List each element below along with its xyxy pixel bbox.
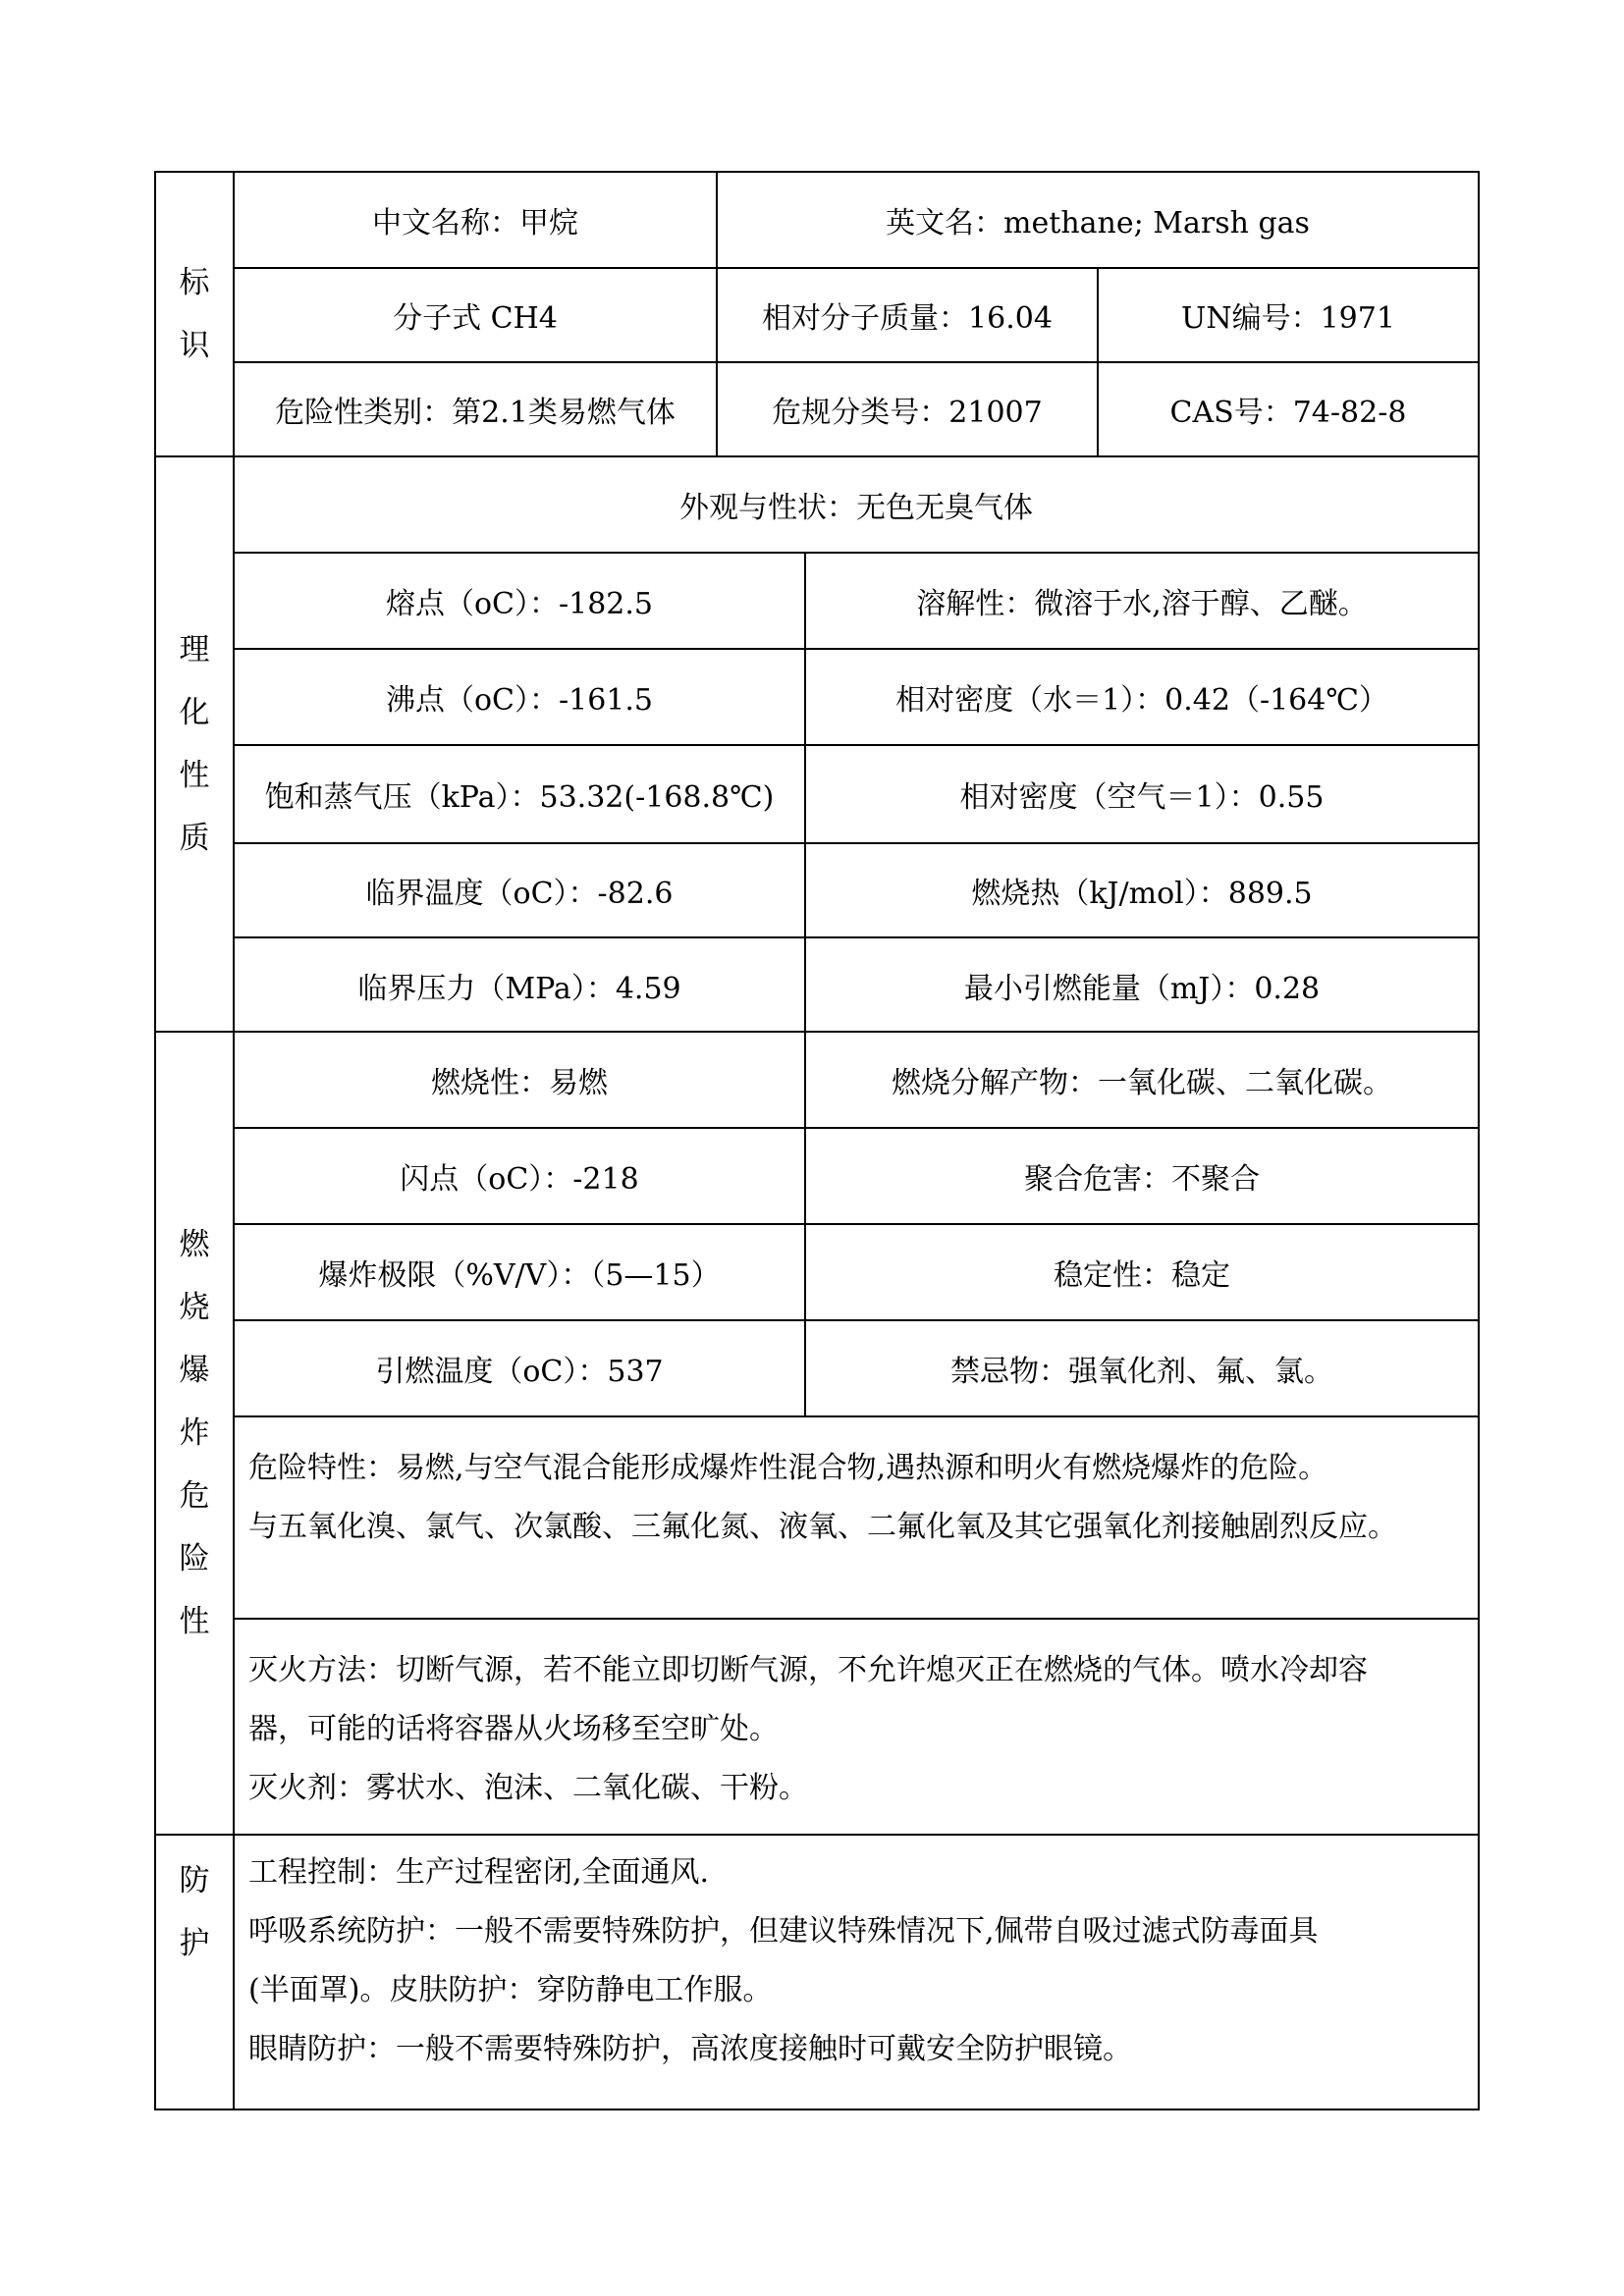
extinguish-line: 器，可能的话将容器从火场移至空旷处。: [248, 1712, 779, 1746]
density-water: 相对密度（水＝1）：0.42（-164℃）: [804, 650, 1478, 744]
protection-line: 工程控制：生产过程密闭,全面通风.: [248, 1855, 710, 1890]
regulation-number: 危规分类号：21007: [716, 363, 1097, 455]
hazard-line: 与五氧化溴、氯气、次氯酸、三氟化氮、液氧、二氟化氧及其它强氧化剂接触剧烈反应。: [248, 1510, 1397, 1544]
chinese-name: 中文名称：甲烷: [372, 206, 578, 240]
fire-row-1: [235, 1033, 1478, 1127]
explosion-limit: 爆炸极限（%V/V）：（5—15）: [318, 1258, 721, 1293]
identification-row-3: [235, 361, 1478, 455]
physical-row-5: [235, 936, 1478, 1033]
boiling-point: 沸点（oC）：-161.5: [385, 683, 654, 718]
identification-row-2: [235, 267, 1478, 361]
polymerization-hazard: 聚合危害：不聚合: [804, 1129, 1478, 1223]
combustion-heat: 燃烧热（kJ/mol）：889.5: [804, 844, 1478, 936]
fire-row-4: [235, 1319, 1478, 1415]
cas-number: CAS号：74-82-8: [1097, 363, 1478, 455]
protection-measures: [235, 1836, 1478, 2112]
protection-line: 眼睛防护：一般不需要特殊防护，高浓度接触时可戴安全防护眼镜。: [248, 2032, 1132, 2066]
min-ignition-energy: 最小引燃能量（mJ）：0.28: [804, 938, 1478, 1033]
fire-section: [156, 1031, 1478, 1834]
critical-temperature: 临界温度（oC）：-82.6: [365, 877, 674, 911]
un-number: UN编号：1971: [1097, 269, 1478, 361]
fire-label-cell: [156, 1033, 235, 1834]
english-name: 英文名：methane; Marsh gas: [716, 173, 1478, 267]
hazard-line: 危险特性：易燃,与空气混合能形成爆炸性混合物,遇热源和明火有燃烧爆炸的危险。: [248, 1451, 1328, 1485]
vapor-pressure: 饱和蒸气压（kPa）：53.32(-168.8℃): [264, 780, 775, 815]
decomposition-products: 燃烧分解产物：一氧化碳、二氧化碳。: [804, 1033, 1478, 1127]
incompatible-materials: 禁忌物：强氧化剂、氟、氯。: [804, 1321, 1478, 1415]
physical-label: 理化性质: [179, 632, 210, 856]
fire-row-3: [235, 1223, 1478, 1319]
physical-row-2: [235, 648, 1478, 744]
extinguish-line: 灭火方法：切断气源，若不能立即切断气源，不允许熄灭正在燃烧的气体。喷水冷却容: [248, 1653, 1368, 1687]
physical-row-3: [235, 744, 1478, 842]
protection-section: [156, 1834, 1478, 2110]
density-air: 相对密度（空气＝1）：0.55: [804, 746, 1478, 842]
protection-label-cell: [156, 1836, 235, 2110]
stability: 稳定性：稳定: [804, 1225, 1478, 1319]
melting-point: 熔点（oC）：-182.5: [385, 587, 654, 621]
identification-label-cell: [156, 173, 235, 455]
molecular-weight: 相对分子质量：16.04: [716, 269, 1097, 361]
protection-line: (半面罩)。皮肤防护：穿防静电工作服。: [248, 1973, 773, 2007]
fire-label: 燃烧爆炸危险性: [179, 1227, 210, 1639]
physical-row-4: [235, 842, 1478, 936]
molecular-formula: 分子式 CH4: [393, 301, 558, 336]
protection-label: 防护: [179, 1863, 210, 1961]
ignition-temperature: 引燃温度（oC）：537: [375, 1355, 664, 1389]
msds-table: [154, 171, 1480, 2110]
identification-section: [156, 173, 1478, 455]
extinguish-line: 灭火剂：雾状水、泡沫、二氧化碳、干粉。: [248, 1771, 808, 1805]
flash-point: 闪点（oC）：-218: [400, 1162, 639, 1197]
physical-label-cell: [156, 457, 235, 1031]
hazard-class: 危险性类别：第2.1类易燃气体: [275, 396, 676, 430]
identification-label: 标识: [179, 265, 210, 363]
physical-row-appearance: [235, 457, 1478, 552]
fire-row-2: [235, 1127, 1478, 1223]
identification-row-1: [235, 173, 1478, 267]
critical-pressure: 临界压力（MPa）：4.59: [357, 972, 681, 1006]
hazard-characteristics: [235, 1415, 1478, 1618]
physical-row-1: [235, 552, 1478, 648]
extinguishing-method: [235, 1618, 1478, 1836]
appearance: 外观与性状：无色无臭气体: [679, 491, 1033, 525]
flammability: 燃烧性：易燃: [431, 1066, 608, 1100]
protection-line: 呼吸系统防护：一般不需要特殊防护，但建议特殊情况下,佩带自吸过滤式防毒面具: [248, 1914, 1319, 1949]
solubility: 溶解性：微溶于水,溶于醇、乙醚。: [804, 554, 1478, 648]
physical-section: [156, 455, 1478, 1031]
